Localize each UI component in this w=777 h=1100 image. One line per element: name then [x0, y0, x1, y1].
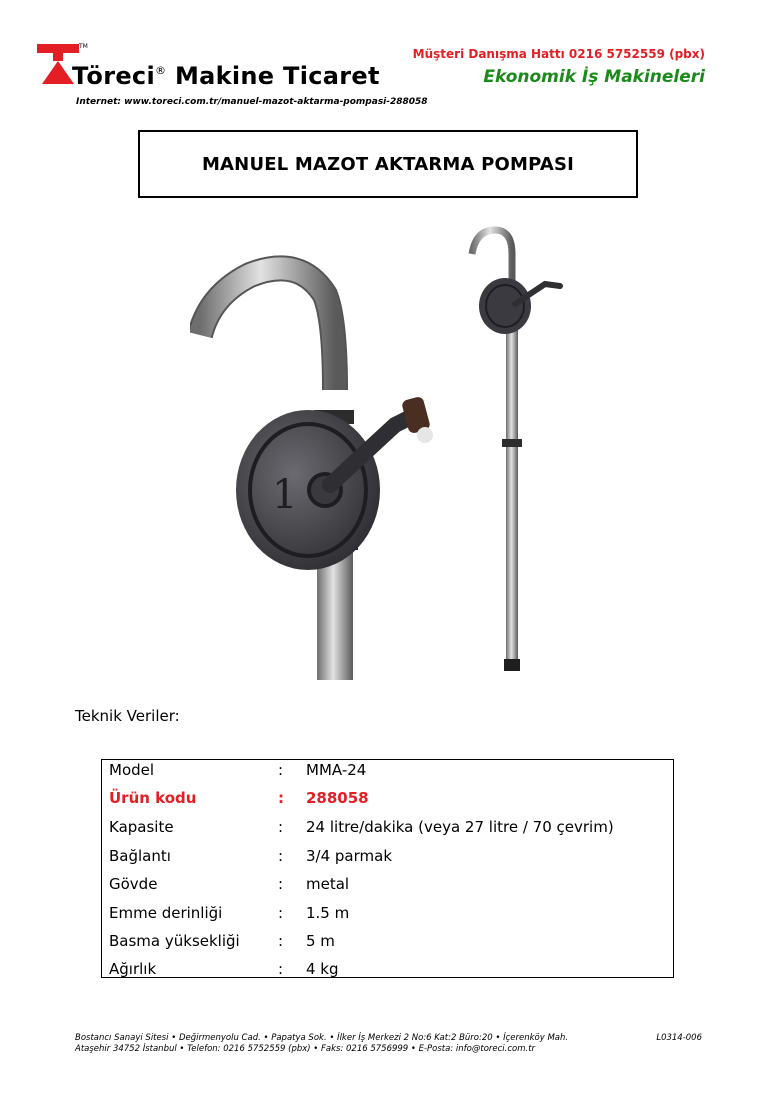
brand-name: Töreci® Makine Ticaret	[72, 62, 380, 90]
page-title-box	[138, 130, 638, 198]
footer-address-line-1: Bostancı Sanayi Sitesi • Değirmenyolu Cad. • Papatya Sok. • İlker İş Merkezi 2 No:6 Kat:2 Büro:20 • İçerenköy Mah.	[75, 1033, 569, 1043]
spec-row-suction-depth: Emme derinliği : 1.5 m	[109, 904, 350, 922]
svg-text:1: 1	[272, 472, 298, 518]
spec-row-body: Gövde : metal	[109, 875, 350, 893]
customer-hotline: Müşteri Danışma Hattı 0216 5752559 (pbx)	[412, 47, 705, 61]
page-title: MANUEL MAZOT AKTARMA POMPASI	[201, 153, 575, 175]
spec-row-connection: Bağlantı : 3/4 parmak	[109, 847, 393, 865]
spec-row-model: Model : MMA-24	[109, 761, 367, 779]
spec-row-capacity: Kapasite : 24 litre/dakika (veya 27 litre / 70 çevrim)	[109, 818, 614, 836]
spec-row-discharge-height: Basma yüksekliği : 5 m	[109, 932, 335, 950]
spec-row-weight: Ağırlık : 4 kg	[109, 960, 339, 978]
footer-address-line-2: Ataşehir 34752 İstanbul • Telefon: 0216 5752559 (pbx) • Faks: 0216 5756999 • E-Posta: info@toreci.com.tr	[75, 1044, 536, 1054]
spec-table	[101, 759, 674, 978]
page-url: Internet: www.toreci.com.tr/manuel-mazot-aktarma-pompasi-288058	[76, 97, 428, 107]
pump-closeup-image	[190, 240, 450, 680]
document-code: L0314-006	[656, 1033, 702, 1043]
tech-data-label: Teknik Veriler:	[75, 707, 180, 725]
trademark: TM	[79, 43, 88, 50]
pump-full-image	[460, 224, 570, 676]
spec-row-product-code: Ürün kodu : 288058	[109, 789, 369, 807]
slogan: Ekonomik İş Makineleri	[483, 67, 705, 87]
